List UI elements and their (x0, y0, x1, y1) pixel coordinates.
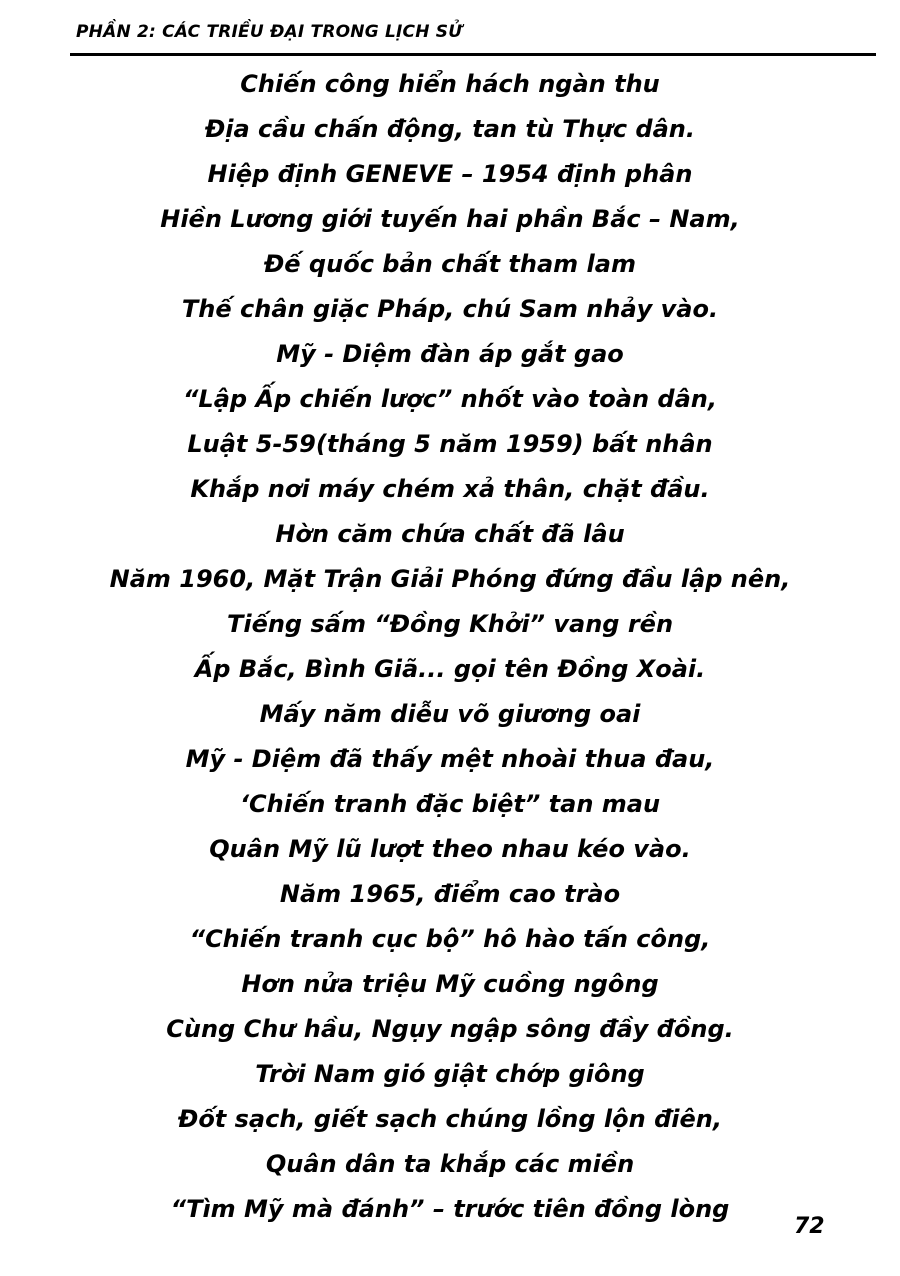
poem-line: Mỹ - Diệm đàn áp gắt gao (276, 340, 624, 368)
poem-line: “Chiến tranh cục bộ” hô hào tấn công, (189, 925, 711, 953)
poem-line: Địa cầu chấn động, tan tù Thực dân. (204, 115, 695, 143)
poem-line: Tiếng sấm “Đồng Khởi” vang rền (226, 610, 674, 638)
poem-line: Quân Mỹ lũ lượt theo nhau kéo vào. (209, 835, 691, 863)
poem-line: Năm 1965, điểm cao trào (279, 880, 621, 908)
poem (0, 62, 900, 1232)
poem-line: Năm 1960, Mặt Trận Giải Phóng đứng đầu lập nên, (109, 565, 791, 593)
poem-line: Hờn căm chứa chất đã lâu (275, 520, 625, 548)
poem-line: ‘Chiến tranh đặc biệt” tan mau (239, 790, 661, 818)
poem-line: Hơn nửa triệu Mỹ cuồng ngông (241, 970, 659, 998)
poem-line: Đế quốc bản chất tham lam (264, 250, 636, 278)
poem-line: “Lập Ấp chiến lược” nhốt vào toàn dân, (182, 385, 718, 413)
poem-line: Hiệp định GENEVE – 1954 định phân (207, 160, 693, 188)
poem-line: Đốt sạch, giết sạch chúng lồng lộn điên, (178, 1105, 722, 1133)
header-rule (70, 53, 876, 56)
poem-line: Thế chân giặc Pháp, chú Sam nhảy vào. (181, 295, 719, 323)
poem-line: Mấy năm diễu võ giương oai (259, 700, 641, 728)
poem-line: Khắp nơi máy chém xả thân, chặt đầu. (190, 475, 710, 503)
poem-line: Cùng Chư hầu, Ngụy ngập sông đầy đồng. (166, 1015, 734, 1043)
poem-line: Chiến công hiển hách ngàn thu (240, 70, 660, 98)
poem-line: Trời Nam gió giật chớp giông (255, 1060, 645, 1088)
page-number: 72 (794, 1214, 825, 1239)
poem-line: Mỹ - Diệm đã thấy mệt nhoài thua đau, (185, 745, 715, 773)
poem-line: Hiền Lương giới tuyến hai phần Bắc – Nam, (160, 205, 740, 233)
page-header: PHẦN 2: CÁC TRIỀU ĐẠI TRONG LỊCH SỬ (76, 22, 463, 42)
poem-line: Quân dân ta khắp các miền (265, 1150, 635, 1178)
poem-line: Luật 5-59(tháng 5 năm 1959) bất nhân (187, 430, 713, 458)
poem-line: “Tìm Mỹ mà đánh” – trước tiên đồng lòng (170, 1195, 730, 1223)
poem-line: Ấp Bắc, Bình Giã... gọi tên Đồng Xoài. (194, 655, 706, 683)
